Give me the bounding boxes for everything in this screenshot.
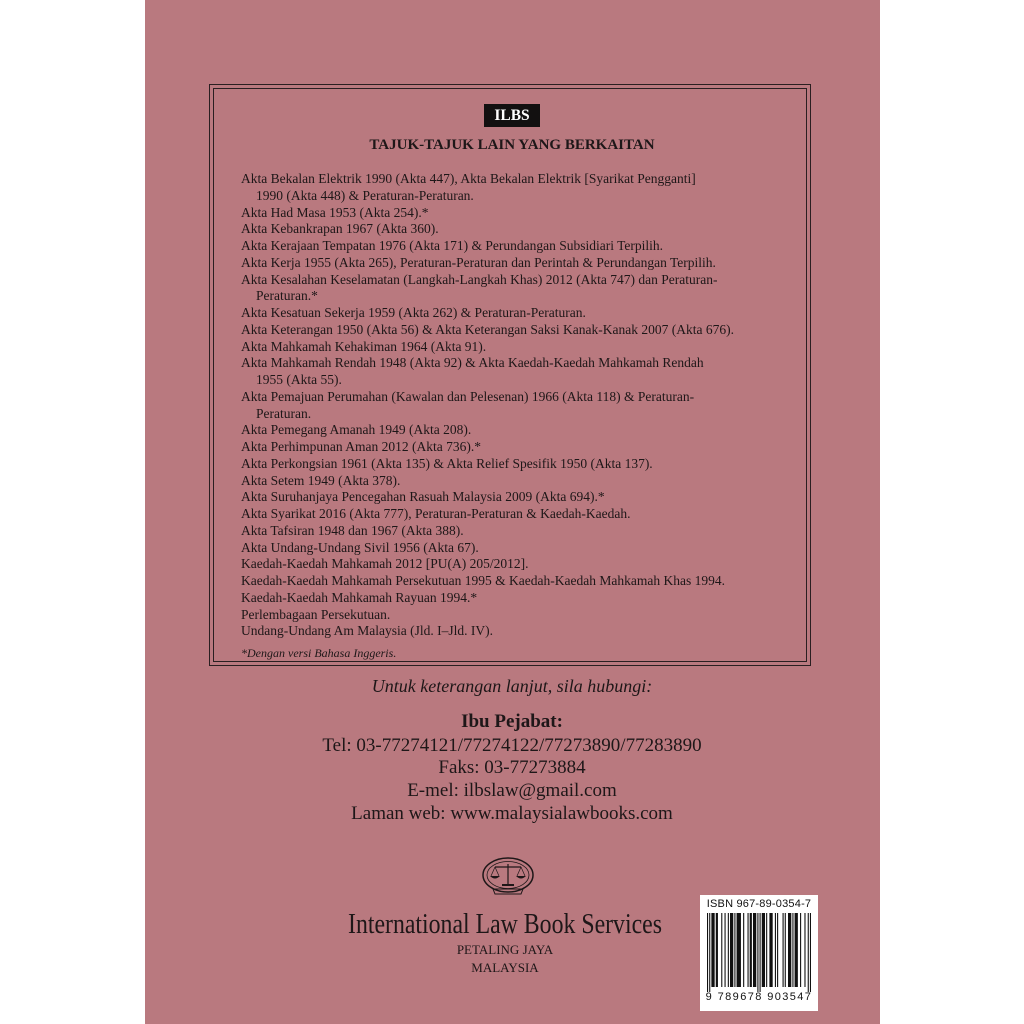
related-title-text: Akta Tafsiran 1948 dan 1967 (Akta 388). — [241, 522, 464, 538]
related-title-text: Kaedah-Kaedah Mahkamah 2012 [PU(A) 205/2012]. — [241, 556, 529, 572]
related-title-item — [241, 623, 806, 640]
related-title-item — [241, 556, 806, 573]
barcode-bar — [788, 913, 791, 987]
barcode-bar — [795, 913, 798, 987]
barcode-bar — [800, 913, 801, 987]
barcode-bar — [810, 913, 811, 992]
related-title-text: Akta Kerja 1955 (Akta 265), Peraturan-Peraturan dan Perintah & Perundangan Terpilih. — [241, 254, 716, 270]
related-title-text: Akta Keterangan 1950 (Akta 56) & Akta Keterangan Saksi Kanak-Kanak 2007 (Akta 676). — [241, 321, 734, 337]
related-title-continuation: 1990 (Akta 448) & Peraturan-Peraturan. — [256, 187, 474, 203]
related-title-text: Akta Mahkamah Kehakiman 1964 (Akta 91). — [241, 338, 487, 354]
telephone-line: Tel: 03-77274121/77274122/77273890/77283890 — [322, 735, 702, 756]
barcode-bar — [762, 913, 765, 987]
related-title-item — [241, 221, 806, 238]
barcode-bar — [709, 913, 710, 992]
related-title-text: Akta Had Masa 1953 (Akta 254).* — [241, 204, 429, 220]
scales-emblem-icon — [481, 856, 535, 896]
barcode-bar — [785, 913, 786, 987]
related-title-item — [241, 540, 806, 557]
publisher-country: MALAYSIA — [471, 960, 539, 975]
barcode-bar — [753, 913, 756, 987]
barcode-bar — [775, 913, 776, 987]
related-title-item — [241, 255, 806, 272]
related-title-text: Undang-Undang Am Malaysia (Jld. I–Jld. IV). — [241, 623, 493, 639]
related-title-item — [241, 473, 806, 490]
barcode-bar — [757, 913, 758, 992]
scales-base — [502, 884, 514, 886]
barcode-bar — [730, 913, 733, 987]
related-titles-list — [241, 171, 806, 640]
related-title-continuation: Peraturan.* — [256, 288, 318, 304]
related-title-text: Akta Suruhanjaya Pencegahan Rasuah Malaysia 2009 (Akta 694).* — [241, 489, 605, 505]
related-title-item — [241, 339, 806, 356]
barcode-bar — [804, 913, 805, 987]
barcode-bar — [760, 913, 761, 992]
barcode-bar — [783, 913, 784, 987]
related-title-item — [241, 205, 806, 222]
barcode-bar — [808, 913, 809, 992]
barcode-bar — [750, 913, 752, 987]
isbn-label: ISBN 967-89-0354-7 — [706, 898, 812, 910]
related-title-item — [241, 355, 806, 389]
barcode — [707, 913, 811, 993]
related-title-text: Akta Setem 1949 (Akta 378). — [241, 472, 401, 488]
related-title-text: Akta Bekalan Elektrik 1990 (Akta 447), Akta Bekalan Elektrik [Syarikat Pengganti] — [241, 171, 696, 186]
related-title-text: Kaedah-Kaedah Mahkamah Rayuan 1994.* — [241, 589, 478, 605]
related-title-text: Akta Mahkamah Rendah 1948 (Akta 92) & Akta Kaedah-Kaedah Mahkamah Rendah — [241, 355, 704, 371]
barcode-bar — [734, 913, 735, 987]
related-title-item — [241, 489, 806, 506]
related-title-item — [241, 523, 806, 540]
publisher-badge: ILBS — [484, 104, 540, 127]
barcode-bar — [716, 913, 718, 987]
barcode-bar — [737, 913, 741, 987]
related-title-text: Akta Perhimpunan Aman 2012 (Akta 736).* — [241, 439, 481, 454]
email-line: E-mel: ilbslaw@gmail.com — [407, 780, 617, 801]
related-title-continuation: Peraturan. — [256, 405, 312, 421]
barcode-bar — [748, 913, 749, 987]
barcode-bar — [728, 913, 729, 987]
fax-line: Faks: 03-77273884 — [438, 757, 586, 778]
related-title-text: Akta Kerajaan Tempatan 1976 (Akta 171) & Perundangan Subsidiari Terpilih. — [241, 238, 664, 253]
related-title-item — [241, 322, 806, 339]
isbn-barcode-box — [700, 895, 818, 1011]
publisher-name: International Law Book Services — [348, 909, 662, 940]
related-title-item — [241, 590, 806, 607]
related-title-item — [241, 607, 806, 624]
barcode-bar — [777, 913, 778, 987]
related-title-continuation: 1955 (Akta 55). — [256, 372, 342, 387]
related-title-text: Akta Pemajuan Perumahan (Kawalan dan Pelesenan) 1966 (Akta 118) & Peraturan- — [241, 388, 695, 404]
contact-intro: Untuk keterangan lanjut, sila hubungi: — [371, 676, 653, 696]
footnote: *Dengan versi Bahasa Inggeris. — [241, 646, 397, 660]
barcode-bar — [721, 913, 722, 987]
related-title-item — [241, 272, 806, 306]
barcode-bar — [725, 913, 726, 987]
related-title-item — [241, 456, 806, 473]
related-title-text: Akta Perkongsian 1961 (Akta 135) & Akta Relief Spesifik 1950 (Akta 137). — [241, 455, 653, 471]
barcode-bar — [743, 913, 744, 987]
publisher-city: PETALING JAYA — [456, 942, 554, 957]
related-title-item — [241, 573, 806, 590]
barcode-bar — [707, 913, 708, 992]
related-title-text: Kaedah-Kaedah Mahkamah Persekutuan 1995 & Kaedah-Kaedah Mahkamah Khas 1994. — [241, 573, 725, 588]
related-title-text: Akta Kesatuan Sekerja 1959 (Akta 262) & Peraturan-Peraturan. — [241, 305, 586, 320]
barcode-bar — [711, 913, 714, 987]
related-title-text: Akta Undang-Undang Sivil 1956 (Akta 67). — [241, 539, 479, 555]
related-title-item — [241, 422, 806, 439]
related-title-item — [241, 305, 806, 322]
related-title-item — [241, 439, 806, 456]
office-label: Ibu Pejabat: — [461, 711, 563, 732]
related-title-text: Akta Pemegang Amanah 1949 (Akta 208). — [241, 422, 472, 438]
related-title-item — [241, 389, 806, 423]
barcode-bar — [769, 913, 772, 987]
website-line: Laman web: www.malaysialawbooks.com — [351, 803, 673, 824]
barcode-bar — [766, 913, 767, 987]
related-titles-heading: TAJUK-TAJUK LAIN YANG BERKAITAN — [369, 137, 655, 153]
related-title-text: Perlembagaan Persekutuan. — [241, 606, 391, 622]
related-title-text: Akta Syarikat 2016 (Akta 777), Peraturan-Peraturan & Kaedah-Kaedah. — [241, 506, 631, 521]
barcode-digits: 9 789678 903547 — [705, 991, 813, 1003]
related-title-text: Akta Kesalahan Keselamatan (Langkah-Langkah Khas) 2012 (Akta 747) dan Peraturan- — [241, 271, 718, 287]
related-title-item — [241, 506, 806, 523]
related-title-text: Akta Kebankrapan 1967 (Akta 360). — [241, 221, 439, 237]
related-title-item — [241, 238, 806, 255]
barcode-bar — [792, 913, 793, 987]
related-title-item — [241, 171, 806, 205]
